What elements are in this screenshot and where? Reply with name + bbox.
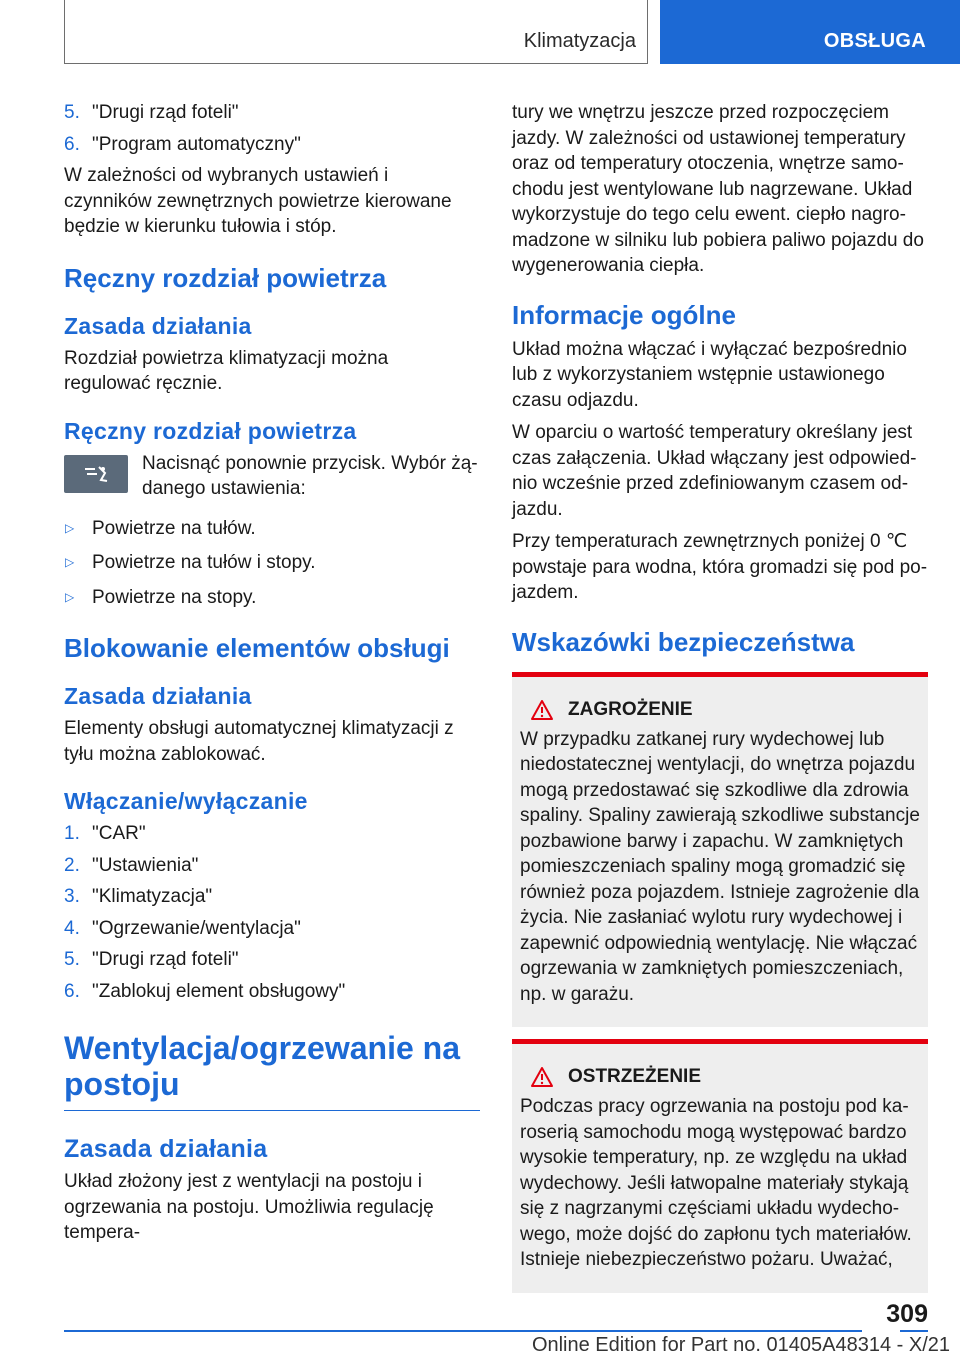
bullet-text: Powietrze na tułów i stopy. — [92, 552, 316, 573]
list-item — [64, 916, 480, 942]
paragraph: Układ można włączać i wyłączać bezpośrednio lub z wykorzystaniem wstępnie ustawionego czasu odjazdu. — [512, 338, 907, 411]
bullet-text: Powietrze na tułów. — [92, 517, 256, 539]
footer-edition: Online Edition for Part no. 01405A48314 - X/21 — [531, 1334, 950, 1356]
bullet-triangle-icon: ▷ — [65, 589, 75, 604]
chapter-tab-label: OBSŁUGA — [823, 30, 926, 52]
list-item — [64, 853, 480, 879]
heading-safety: Wskazówki bezpieczeństwa — [512, 626, 855, 657]
list-number: 5. — [64, 102, 80, 123]
air-distribution-icon — [81, 464, 111, 484]
bullet-item — [64, 516, 480, 542]
warning-box — [512, 1039, 928, 1293]
list-item — [64, 884, 480, 910]
list-text: "Program automatyczny" — [92, 133, 301, 155]
heading-lock-controls: Blokowanie elementów obsługi — [64, 633, 450, 663]
danger-box — [512, 672, 928, 1028]
heading-manual-distribution-sub: Ręczny rozdział powietrza — [64, 417, 357, 444]
list-item — [64, 821, 480, 847]
list-number: 6. — [64, 133, 80, 155]
list-item — [64, 132, 480, 158]
left-column — [64, 100, 480, 1253]
paragraph: Przy temperaturach zewnętrznych poniżej 0 ℃ powstaje para wodna, która gromadzi się pod pojazdem. — [512, 531, 928, 603]
heading-general-info: Informacje ogólne — [512, 299, 736, 330]
bullet-item — [64, 585, 480, 611]
heading-parking-ventilation: Wentylacja/ogrzewanie na postoju — [64, 1030, 480, 1111]
list-item — [64, 100, 480, 126]
list-number: 1. — [64, 823, 80, 844]
heading-principle: Zasada działania — [64, 1135, 268, 1163]
bullet-triangle-icon: ▷ — [65, 555, 75, 569]
footer-rule — [64, 1330, 862, 1332]
paragraph: Układ złożony jest z wentylacji na postoju i ogrzewania na postoju. Umożliwia regulację tempera- — [64, 1171, 434, 1243]
list-text: "Ustawienia" — [92, 854, 199, 876]
paragraph: W oparciu o wartość temperatury określany jest czas załączenia. Układ włączany jest odpowiednio wcześnie przed zdefiniowanym czasem odjazdu. — [512, 422, 917, 520]
list-text: "Zablokuj element obsługowy" — [92, 980, 346, 1002]
warning-text: Podczas pracy ogrzewania na postoju pod karoserią samochodu mogą występować bardzo wysokie temperatury, np. ze względu na układ wydechowy. Jeśli łatwopalne materiały stykają się z nagrzanymi częściami układu wydechowego, może dojść do zapłonu tych materiałów. Istnieje niebezpieczeństwo pożaru. Uważać, — [520, 1096, 912, 1270]
list-item — [64, 947, 480, 973]
list-item — [64, 979, 480, 1005]
warning-triangle-icon — [530, 1066, 554, 1088]
list-text: "CAR" — [92, 823, 146, 844]
heading-principle: Zasada działania — [64, 683, 252, 709]
paragraph: tury we wnętrzu jeszcze przed rozpoczęciem jazdy. W zależności od ustawionej temperatury oraz od temperatury otoczenia, wnętrze samochodu jest wentylowane lub nagrzewane. Układ wykorzystuje do tego celu ewent. ciepło nagromadzone w silniku lub pobiera paliwo pojazdu do wygenerowania ciepła. — [512, 102, 924, 276]
warning-title: OSTRZEŻENIE — [568, 1066, 702, 1087]
danger-header — [530, 699, 920, 721]
chapter-tab[interactable] — [660, 0, 960, 64]
list-text: "Drugi rząd foteli" — [92, 949, 239, 970]
list-number: 6. — [64, 980, 80, 1002]
air-distribution-button-image — [64, 455, 128, 493]
footer-rule-right — [900, 1330, 928, 1332]
list-number: 4. — [64, 917, 80, 939]
list-text: "Ogrzewanie/wentylacja" — [92, 917, 301, 939]
list-number: 2. — [64, 854, 80, 876]
paragraph: W zależności od wybranych ustawień i czynników zewnętrznych powietrze kierowane będzie w kierunku tułowia i stóp. — [64, 165, 452, 237]
bullet-text: Powietrze na stopy. — [92, 586, 257, 608]
warning-triangle-icon — [530, 699, 554, 721]
button-instruction — [64, 451, 480, 502]
danger-text: W przypadku zatkanej rury wydechowej lub niedostatecznej wentylacji, do wnętrza pojazdu mogą przedostawać się szkodliwe dla zdrowia spaliny. Spaliny zawierają szkodliwe substancje pozbawione barwy i zapachu. W zamkniętych pomieszczeniach spaliny mogą gromadzić się również poza pojazdem. Istnieje zagrożenie dla życia. Nie zasłaniać wylotu rury wydechowej i zapewnić odpowiednią wentylację. Nie włączać ogrzewania w zamkniętych pomieszczeniach, np. w garażu. — [520, 728, 920, 1005]
paragraph: Rozdział powietrza klimatyzacji można regulować ręcznie. — [64, 347, 389, 394]
list-number: 5. — [64, 949, 80, 970]
section-title: Klimatyzacja — [523, 30, 636, 52]
list-text: "Klimatyzacja" — [92, 886, 213, 907]
list-text: "Drugi rząd foteli" — [92, 102, 239, 123]
warning-header — [530, 1066, 920, 1088]
heading-on-off: Włączanie/wyłączanie — [64, 788, 308, 814]
bullet-triangle-icon: ▷ — [65, 520, 75, 535]
list-number: 3. — [64, 886, 80, 907]
danger-title: ZAGROŻENIE — [568, 698, 693, 720]
heading-principle: Zasada działania — [64, 312, 252, 339]
heading-manual-distribution: Ręczny rozdział powietrza — [64, 262, 387, 293]
bullet-item — [64, 550, 480, 576]
button-instruction-text: Nacisnąć ponownie przycisk. Wybór żądanego ustawienia: — [142, 452, 478, 499]
right-column — [512, 100, 928, 1293]
paragraph: Elementy obsługi automatycznej klimatyzacji z tyłu można zablokować. — [64, 718, 454, 765]
page-number: 309 — [886, 1300, 928, 1328]
